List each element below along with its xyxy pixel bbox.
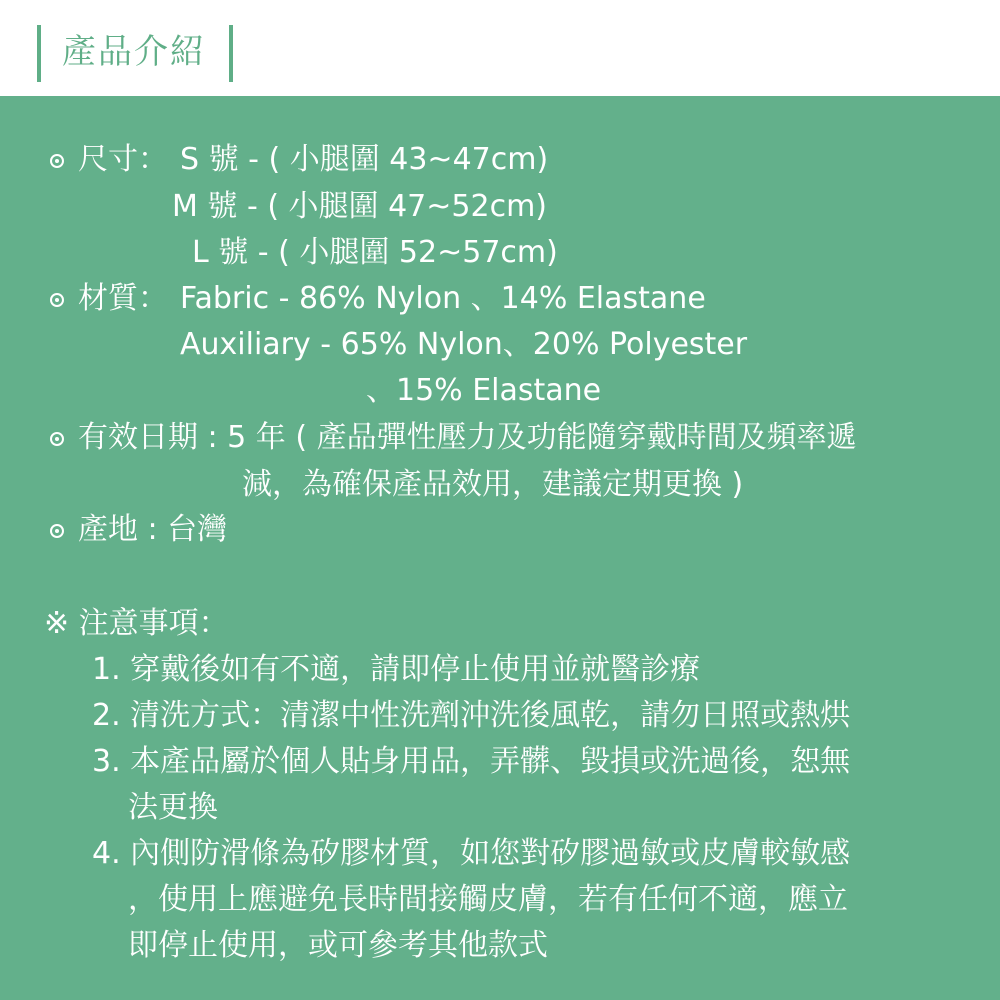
header-right-bar [229, 25, 233, 82]
size-line: L 號 - ( 小腿圍 52~57cm) [192, 235, 558, 270]
size-line: S 號 - ( 小腿圍 43~47cm) [180, 142, 549, 177]
bullet-icon [50, 524, 64, 538]
material-line: Auxiliary - 65% Nylon、20% Polyester [180, 327, 748, 362]
note-item: 3. 本產品屬於個人貼身用品，弄髒、毀損或洗過後，恕無 [92, 744, 851, 779]
notes-title: ※ 注意事項： [44, 606, 229, 641]
note-item: 4. 內側防滑條為矽膠材質，如您對矽膠過敏或皮膚較敏感 [92, 836, 851, 871]
bullet-icon [50, 293, 64, 307]
material-line: 、15% Elastane [366, 373, 602, 408]
note-item-continued: ，使用上應避免長時間接觸皮膚，若有任何不適，應立 [128, 882, 848, 917]
material-label: 材質： [78, 281, 168, 316]
origin-text: 產地 : 台灣 [78, 512, 228, 547]
validity-text: 減，為確保產品效用，建議定期更換 ) [242, 467, 744, 502]
note-item-continued: 法更換 [128, 790, 218, 825]
material-line: Fabric - 86% Nylon 、14% Elastane [180, 281, 706, 316]
header [0, 0, 1000, 96]
note-item-continued: 即停止使用，或可參考其他款式 [128, 928, 548, 963]
bullet-icon [50, 154, 64, 168]
header-left-bar [37, 25, 41, 82]
page-title: 產品介紹 [62, 32, 206, 72]
note-item: 1. 穿戴後如有不適，請即停止使用並就醫診療 [92, 652, 701, 687]
bullet-icon [50, 432, 64, 446]
spec-panel [0, 96, 1000, 1000]
size-line: M 號 - ( 小腿圍 47~52cm) [172, 189, 547, 224]
note-item: 2. 清洗方式：清潔中性洗劑沖洗後風乾，請勿日照或熱烘 [92, 698, 851, 733]
size-label: 尺寸： [78, 142, 168, 177]
validity-text: 有效日期 : 5 年 ( 產品彈性壓力及功能隨穿戴時間及頻率遞 [78, 420, 857, 455]
